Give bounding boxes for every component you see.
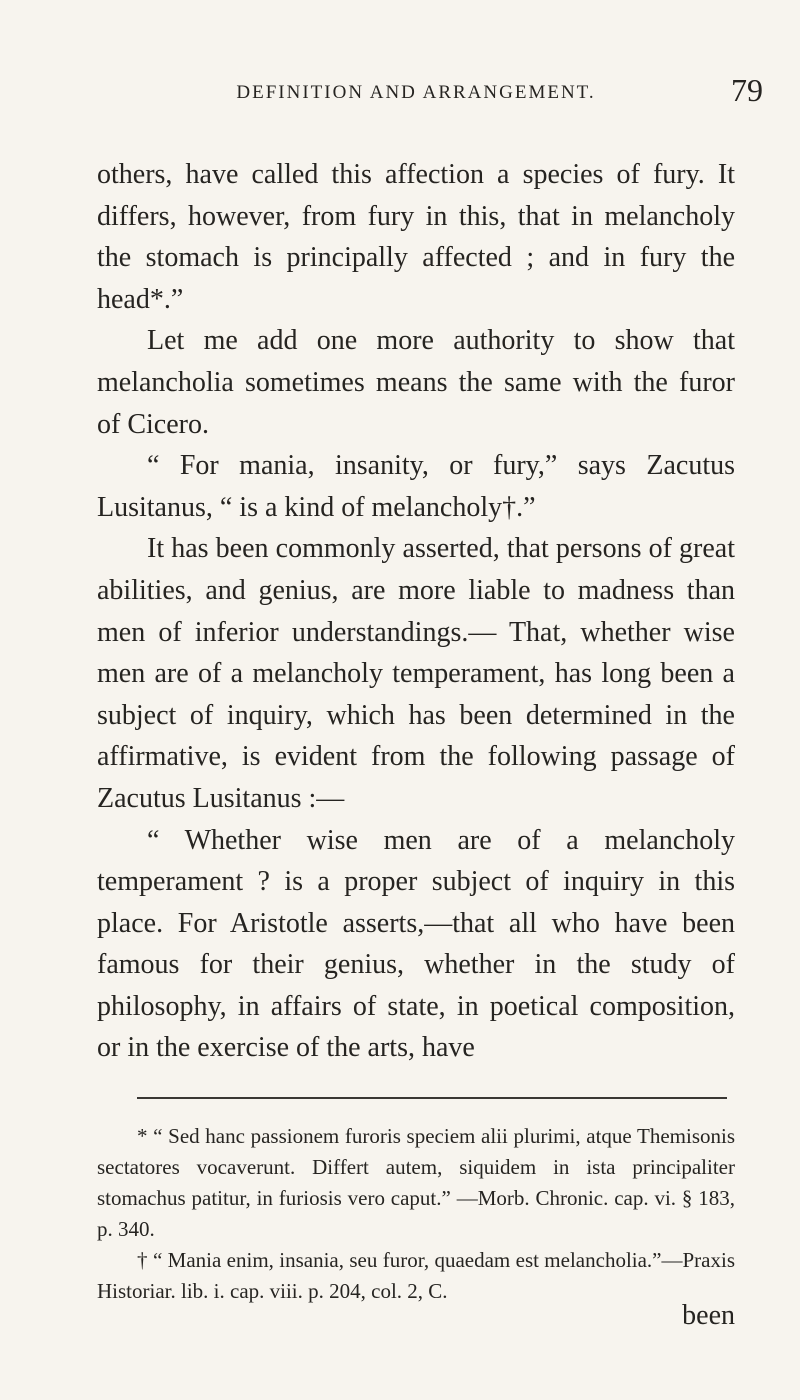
paragraph-2: Let me add one more authority to show that melancholia sometimes means the same with the furor of Cicero. [97,325,735,440]
footnote-divider [137,1097,727,1099]
paragraph-5: “ Whether wise men are of a melancholy temperament ? is a proper subject of inquiry in this place. For Aristotle asserts,—that all who have been famous for their genius, whether in the study of philosophy, in affairs of state, in poetical composition, or in the exercise of the arts, have [97,824,735,1064]
paragraph-3: “ For mania, insanity, or fury,” says Zacutus Lusitanus, “ is a kind of melancholy†.” [97,450,735,523]
book-page [97,70,763,1307]
paragraph-1: others, have called this affection a species of fury. It differs, however, from fury in this, that in melancholy the stomach is principally affected ; and in fury the head*.” [97,159,735,315]
footnote-2: † “ Mania enim, insania, seu furor, quaedam est melancholia.”—Praxis Historiar. lib. i. cap. viii. p. 204, col. 2, C. [97,1248,735,1304]
page-number: 79 [731,72,763,108]
paragraph-4: It has been commonly asserted, that persons of great abilities, and genius, are more liable to madness than men of inferior understandings.— That, whether wise men are of a melancholy temperament, has long been a subject of inquiry, which has been determined in the affirmative, is evident from the following passage of Zacutus Lusitanus :— [97,533,735,814]
footnote-1: * “ Sed hanc passionem furoris speciem alii plurimi, atque Themisonis sectatores vocaverunt. Differt autem, siquidem in ista principaliter stomachus patitur, in furiosis vero caput.” —Morb. Chronic. cap. vi. § 183, p. 340. [97,1124,735,1242]
footnotes [97,1121,735,1307]
running-header [97,70,763,110]
catchword: been [682,1300,735,1331]
main-text [97,154,735,1069]
running-title: DEFINITION AND ARRANGEMENT. [236,82,596,103]
